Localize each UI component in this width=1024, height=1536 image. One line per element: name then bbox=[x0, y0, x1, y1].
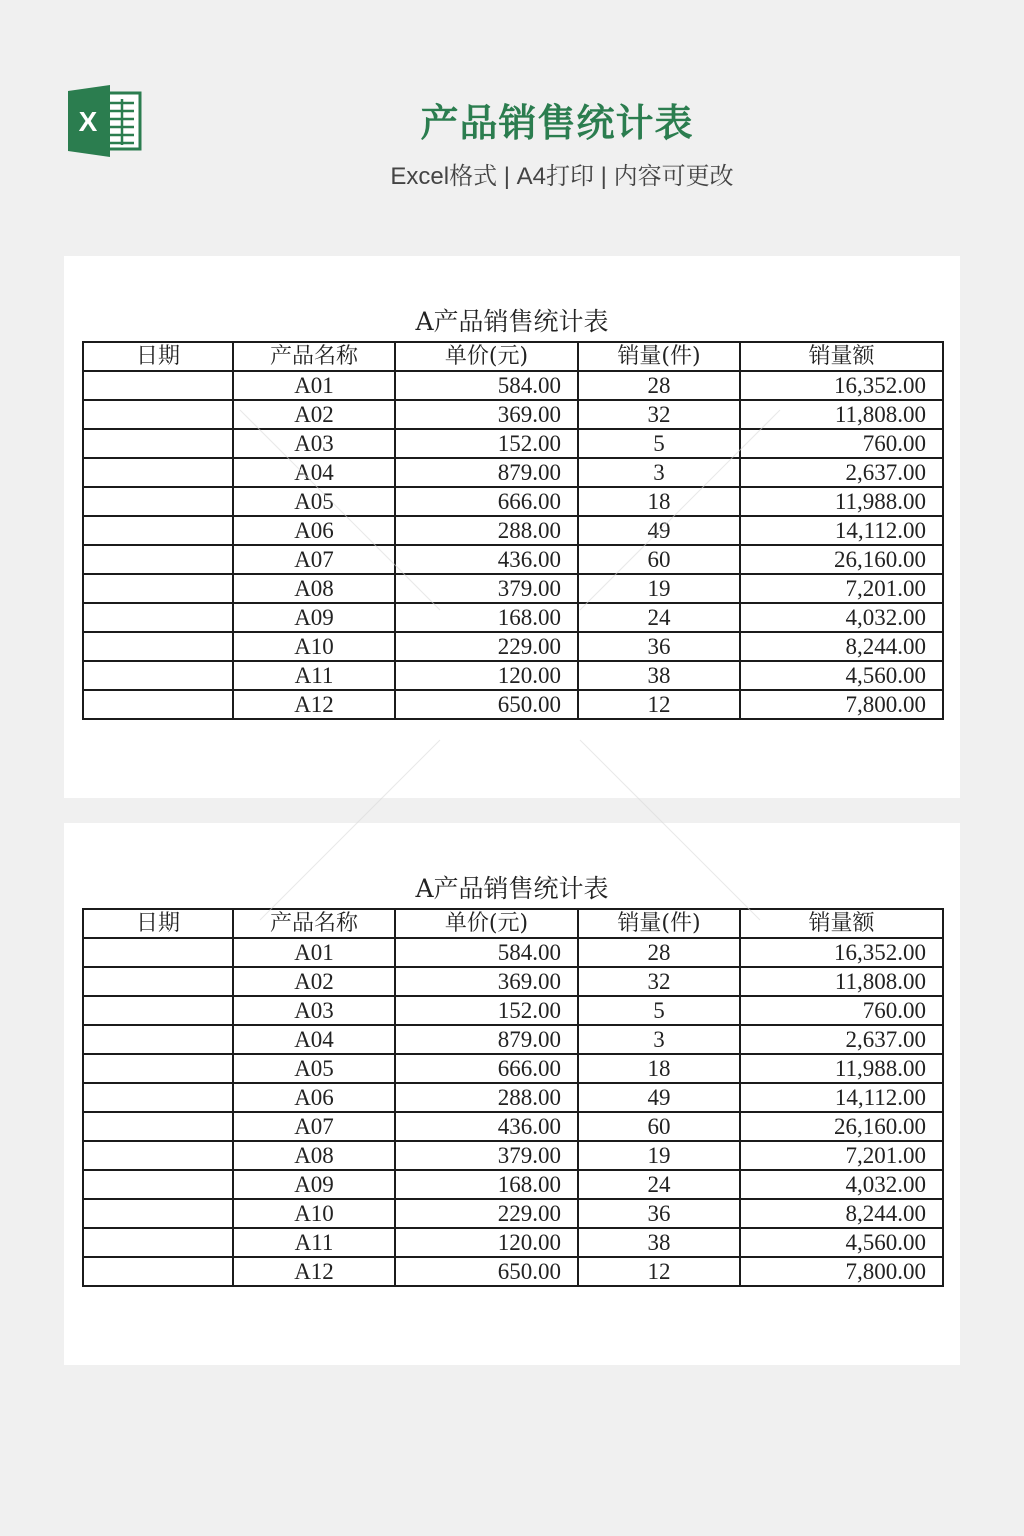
price-cell: 584.00 bbox=[395, 371, 578, 400]
price-cell: 879.00 bbox=[395, 458, 578, 487]
table-row bbox=[83, 938, 943, 967]
quantity-cell: 5 bbox=[578, 429, 740, 458]
amount-cell: 7,201.00 bbox=[740, 574, 943, 603]
product-name-cell: A03 bbox=[233, 996, 395, 1025]
product-name-cell: A11 bbox=[233, 661, 395, 690]
amount-cell: 14,112.00 bbox=[740, 516, 943, 545]
product-name-cell: A04 bbox=[233, 458, 395, 487]
price-cell: 436.00 bbox=[395, 545, 578, 574]
table-row bbox=[83, 1112, 943, 1141]
amount-cell: 4,032.00 bbox=[740, 1170, 943, 1199]
quantity-cell: 38 bbox=[578, 1228, 740, 1257]
table-row bbox=[83, 967, 943, 996]
date-cell bbox=[83, 1054, 233, 1083]
date-cell bbox=[83, 661, 233, 690]
column-header: 销量(件) bbox=[578, 342, 740, 371]
table-row bbox=[83, 487, 943, 516]
price-cell: 288.00 bbox=[395, 516, 578, 545]
product-name-cell: A04 bbox=[233, 1025, 395, 1054]
date-cell bbox=[83, 1199, 233, 1228]
date-cell bbox=[83, 429, 233, 458]
date-cell bbox=[83, 458, 233, 487]
quantity-cell: 36 bbox=[578, 632, 740, 661]
quantity-cell: 19 bbox=[578, 574, 740, 603]
price-cell: 120.00 bbox=[395, 661, 578, 690]
table-body bbox=[83, 938, 943, 1286]
amount-cell: 4,032.00 bbox=[740, 603, 943, 632]
page-subtitle: Excel格式 | A4打印 | 内容可更改 bbox=[390, 163, 734, 190]
amount-cell: 14,112.00 bbox=[740, 1083, 943, 1112]
quantity-cell: 49 bbox=[578, 1083, 740, 1112]
amount-cell: 7,800.00 bbox=[740, 1257, 943, 1286]
product-name-cell: A01 bbox=[233, 938, 395, 967]
amount-cell: 26,160.00 bbox=[740, 1112, 943, 1141]
quantity-cell: 12 bbox=[578, 690, 740, 719]
price-cell: 584.00 bbox=[395, 938, 578, 967]
quantity-cell: 36 bbox=[578, 1199, 740, 1228]
column-header: 单价(元) bbox=[395, 909, 578, 938]
quantity-cell: 24 bbox=[578, 1170, 740, 1199]
table-row bbox=[83, 1083, 943, 1112]
table-row bbox=[83, 661, 943, 690]
price-cell: 666.00 bbox=[395, 1054, 578, 1083]
amount-cell: 2,637.00 bbox=[740, 1025, 943, 1054]
price-cell: 650.00 bbox=[395, 1257, 578, 1286]
date-cell bbox=[83, 690, 233, 719]
table-row bbox=[83, 1054, 943, 1083]
price-cell: 666.00 bbox=[395, 487, 578, 516]
amount-cell: 16,352.00 bbox=[740, 371, 943, 400]
date-cell bbox=[83, 996, 233, 1025]
table-row bbox=[83, 690, 943, 719]
product-name-cell: A02 bbox=[233, 400, 395, 429]
date-cell bbox=[83, 1112, 233, 1141]
product-name-cell: A12 bbox=[233, 1257, 395, 1286]
quantity-cell: 28 bbox=[578, 938, 740, 967]
logo-letter: X bbox=[78, 106, 98, 137]
table-row bbox=[83, 545, 943, 574]
header-row bbox=[83, 909, 943, 938]
quantity-cell: 49 bbox=[578, 516, 740, 545]
product-name-cell: A01 bbox=[233, 371, 395, 400]
price-cell: 879.00 bbox=[395, 1025, 578, 1054]
date-cell bbox=[83, 574, 233, 603]
amount-cell: 8,244.00 bbox=[740, 632, 943, 661]
amount-cell: 26,160.00 bbox=[740, 545, 943, 574]
product-name-cell: A07 bbox=[233, 1112, 395, 1141]
date-cell bbox=[83, 516, 233, 545]
sheet-title: A产品销售统计表 bbox=[415, 307, 609, 336]
table-row bbox=[83, 1199, 943, 1228]
table-row bbox=[83, 429, 943, 458]
amount-cell: 4,560.00 bbox=[740, 1228, 943, 1257]
quantity-cell: 32 bbox=[578, 400, 740, 429]
amount-cell: 760.00 bbox=[740, 429, 943, 458]
product-name-cell: A07 bbox=[233, 545, 395, 574]
quantity-cell: 60 bbox=[578, 545, 740, 574]
table-row bbox=[83, 1257, 943, 1286]
date-cell bbox=[83, 371, 233, 400]
sheet-2 bbox=[64, 823, 960, 1365]
date-cell bbox=[83, 487, 233, 516]
price-cell: 152.00 bbox=[395, 429, 578, 458]
header-row bbox=[83, 342, 943, 371]
sales-table bbox=[82, 341, 944, 720]
amount-cell: 16,352.00 bbox=[740, 938, 943, 967]
amount-cell: 760.00 bbox=[740, 996, 943, 1025]
table-row bbox=[83, 1170, 943, 1199]
page-title: 产品销售统计表 bbox=[420, 101, 694, 145]
date-cell bbox=[83, 400, 233, 429]
quantity-cell: 18 bbox=[578, 487, 740, 516]
price-cell: 379.00 bbox=[395, 1141, 578, 1170]
price-cell: 369.00 bbox=[395, 967, 578, 996]
date-cell bbox=[83, 1228, 233, 1257]
column-header: 销量额 bbox=[740, 909, 943, 938]
column-header: 产品名称 bbox=[233, 909, 395, 938]
column-header: 日期 bbox=[83, 342, 233, 371]
amount-cell: 7,800.00 bbox=[740, 690, 943, 719]
date-cell bbox=[83, 1083, 233, 1112]
product-name-cell: A11 bbox=[233, 1228, 395, 1257]
product-name-cell: A02 bbox=[233, 967, 395, 996]
quantity-cell: 32 bbox=[578, 967, 740, 996]
column-header: 销量(件) bbox=[578, 909, 740, 938]
table-row bbox=[83, 603, 943, 632]
quantity-cell: 18 bbox=[578, 1054, 740, 1083]
price-cell: 650.00 bbox=[395, 690, 578, 719]
product-name-cell: A08 bbox=[233, 1141, 395, 1170]
table-row bbox=[83, 400, 943, 429]
table-row bbox=[83, 1228, 943, 1257]
product-name-cell: A05 bbox=[233, 487, 395, 516]
quantity-cell: 19 bbox=[578, 1141, 740, 1170]
date-cell bbox=[83, 1025, 233, 1054]
amount-cell: 11,808.00 bbox=[740, 400, 943, 429]
column-header: 日期 bbox=[83, 909, 233, 938]
amount-cell: 4,560.00 bbox=[740, 661, 943, 690]
quantity-cell: 60 bbox=[578, 1112, 740, 1141]
product-name-cell: A06 bbox=[233, 1083, 395, 1112]
amount-cell: 8,244.00 bbox=[740, 1199, 943, 1228]
price-cell: 288.00 bbox=[395, 1083, 578, 1112]
product-name-cell: A09 bbox=[233, 603, 395, 632]
table-row bbox=[83, 632, 943, 661]
quantity-cell: 24 bbox=[578, 603, 740, 632]
sheet-title: A产品销售统计表 bbox=[415, 874, 609, 903]
amount-cell: 11,988.00 bbox=[740, 1054, 943, 1083]
table-row bbox=[83, 1141, 943, 1170]
product-name-cell: A08 bbox=[233, 574, 395, 603]
product-name-cell: A10 bbox=[233, 1199, 395, 1228]
quantity-cell: 5 bbox=[578, 996, 740, 1025]
product-name-cell: A12 bbox=[233, 690, 395, 719]
product-name-cell: A10 bbox=[233, 632, 395, 661]
sheet-1 bbox=[64, 256, 960, 798]
amount-cell: 2,637.00 bbox=[740, 458, 943, 487]
date-cell bbox=[83, 545, 233, 574]
table-row bbox=[83, 371, 943, 400]
date-cell bbox=[83, 1257, 233, 1286]
table-row bbox=[83, 458, 943, 487]
sales-table bbox=[82, 908, 944, 1287]
table-body bbox=[83, 371, 943, 719]
date-cell bbox=[83, 632, 233, 661]
amount-cell: 11,808.00 bbox=[740, 967, 943, 996]
price-cell: 229.00 bbox=[395, 1199, 578, 1228]
price-cell: 436.00 bbox=[395, 1112, 578, 1141]
quantity-cell: 38 bbox=[578, 661, 740, 690]
price-cell: 168.00 bbox=[395, 603, 578, 632]
amount-cell: 7,201.00 bbox=[740, 1141, 943, 1170]
product-name-cell: A05 bbox=[233, 1054, 395, 1083]
column-header: 销量额 bbox=[740, 342, 943, 371]
price-cell: 229.00 bbox=[395, 632, 578, 661]
quantity-cell: 12 bbox=[578, 1257, 740, 1286]
amount-cell: 11,988.00 bbox=[740, 487, 943, 516]
date-cell bbox=[83, 1170, 233, 1199]
table-row bbox=[83, 996, 943, 1025]
date-cell bbox=[83, 603, 233, 632]
table-row bbox=[83, 1025, 943, 1054]
quantity-cell: 3 bbox=[578, 1025, 740, 1054]
product-name-cell: A06 bbox=[233, 516, 395, 545]
product-name-cell: A09 bbox=[233, 1170, 395, 1199]
date-cell bbox=[83, 967, 233, 996]
table-row bbox=[83, 516, 943, 545]
column-header: 单价(元) bbox=[395, 342, 578, 371]
price-cell: 152.00 bbox=[395, 996, 578, 1025]
price-cell: 369.00 bbox=[395, 400, 578, 429]
price-cell: 379.00 bbox=[395, 574, 578, 603]
quantity-cell: 3 bbox=[578, 458, 740, 487]
table-row bbox=[83, 574, 943, 603]
date-cell bbox=[83, 938, 233, 967]
date-cell bbox=[83, 1141, 233, 1170]
product-name-cell: A03 bbox=[233, 429, 395, 458]
column-header: 产品名称 bbox=[233, 342, 395, 371]
quantity-cell: 28 bbox=[578, 371, 740, 400]
price-cell: 120.00 bbox=[395, 1228, 578, 1257]
price-cell: 168.00 bbox=[395, 1170, 578, 1199]
